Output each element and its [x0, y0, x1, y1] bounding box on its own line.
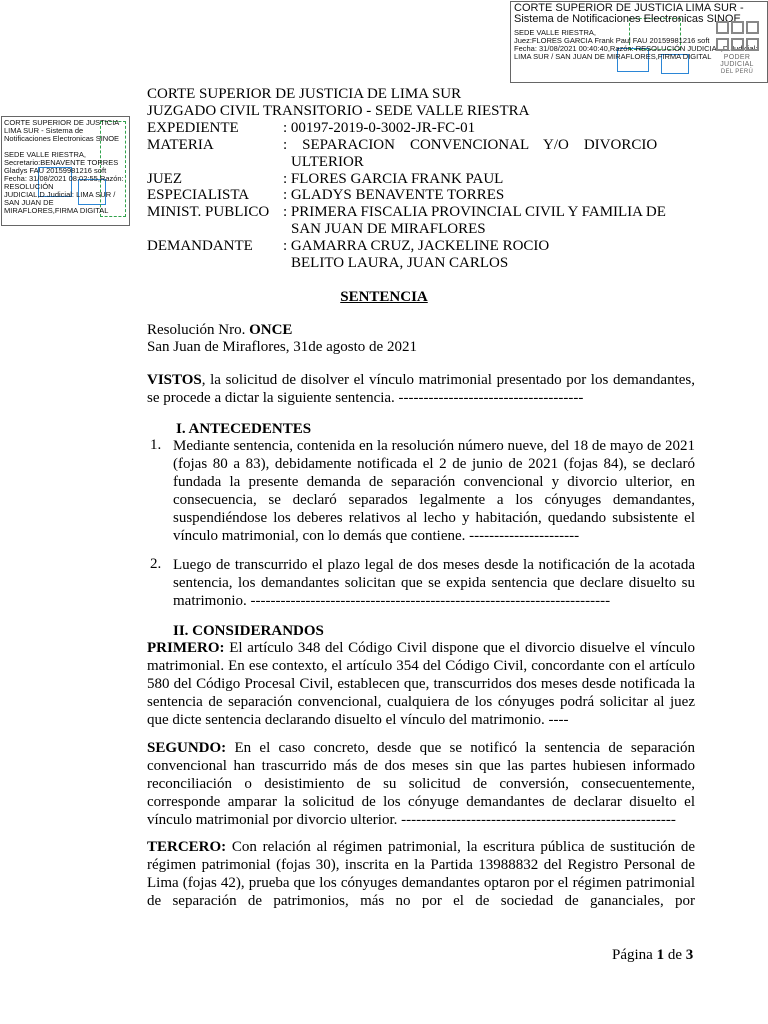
stamp-detail-line: LIMA SUR / SAN JUAN DE MIRAFLORES,FIRMA DIGITAL	[514, 52, 712, 61]
court-unit: JUZGADO CIVIL TRANSITORIO - SEDE VALLE RIESTRA	[147, 103, 530, 119]
field-value: : 00197-2019-0-3002-JR-FC-01	[283, 120, 476, 136]
resolution-place-date: San Juan de Miraflores, 31de agosto de 2021	[147, 339, 417, 355]
item-number: 1.	[150, 437, 162, 453]
stamp-title-line: Sistema de Notificaciones Electronicas SINOE	[514, 13, 741, 25]
resolution-prefix: Resolución Nro.	[147, 322, 250, 338]
page-current: 1	[656, 947, 665, 963]
considerando-text: El artículo 348 del Código Civil dispone que el divorcio disuelve el vínculo matrimonial. En ese contexto, el artículo 354 del Código Civil, concordante con el artículo 580 del Código Procesal Civil, establecen que, transcurridos dos meses desde notificada la sentencia de separación convencional, cualquiera de los cónyuges podrá solicitar al juez que dicte sentencia declarando disuelto el vínculo del matrimonio. ----	[147, 640, 695, 728]
considerando-tercero	[147, 838, 695, 910]
considerando-segundo	[147, 739, 695, 829]
vistos-text: , la solicitud de disolver el vínculo matrimonial presentado por los demandantes, se procede a dictar la siguiente sentencia. -------------------------------------	[147, 372, 695, 406]
stamp-detail-line: Juez:FLORES GARCIA Frank Paul FAU 20159981216 soft	[514, 36, 710, 45]
logo-text: DEL PERÚ	[720, 69, 754, 75]
court-name: CORTE SUPERIOR DE JUSTICIA DE LIMA SUR	[147, 86, 462, 102]
considerando-text: En el caso concreto, desde que se notificó la sentencia de separación convencional han trascurrido más de dos meses sin que las partes hubiesen informado reconciliación o desistimiento de su solicitud de conversión, consecuentemente, corresponde amparar la solicitud de los cónyuge demandantes de declarar disuelto el vínculo matrimonial por divorcio ulterior. -------------------------------------------------------	[147, 740, 695, 828]
logo-text: PODER JUDICIAL	[720, 54, 754, 68]
field-value: : GAMARRA CRUZ, JACKELINE ROCIO	[283, 238, 550, 254]
considerando-text: Con relación al régimen patrimonial, la escritura pública de sustitución de régimen patrimonial (fojas 30), inscrita en la Partida 13988832 del Registro Personal de Lima (fojas 42), prueba que los cónyuges demandantes optaron por el régimen patrimonial de separación de patrimonios, más no por el de sociedad de gananciales, por	[147, 839, 695, 909]
stamp-detail-line: SEDE VALLE RIESTRA,	[514, 28, 596, 37]
stamp-detail-line: Fecha: 31/08/2021 08:02:55,Razón:	[4, 174, 124, 183]
antecedente-item: Mediante sentencia, contenida en la resolución número nueve, del 18 de mayo de 2021 (fojas 80 a 83), debidamente notificada el 2 de junio de 2021 (fojas 84), se declaró fundada la presente demanda de separación convencional y divorcio ulterior, en consecuencia, se declaró separados legalmente a los cónyuges demandantes, suspendiéndose los deberes relativos al lecho y habitación, quedando subsistente el vínculo matrimonial, con lo demás que contiene. ----------------------	[173, 438, 695, 544]
antecedente-item: Luego de transcurrido el plazo legal de dos meses desde la notificación de la acotada sentencia, los demandantes solicitan que se expida sentencia que declare disuelto su matrimonio. ------------------------------------------------------------------------	[173, 557, 695, 609]
vistos-lead: VISTOS	[147, 372, 202, 388]
stamp-title-line: Notificaciones Electronicas SINOE	[4, 134, 120, 143]
stamp-title-line: LIMA SUR - Sistema de	[4, 126, 84, 135]
field-value: SAN JUAN DE MIRAFLORES	[291, 221, 486, 237]
vistos-paragraph	[147, 371, 695, 407]
section-antecedentes: I. ANTECEDENTES	[176, 421, 312, 437]
field-label: EXPEDIENTE	[147, 120, 239, 136]
field-label: JUEZ	[147, 171, 182, 187]
field-label: MINIST. PUBLICO	[147, 204, 270, 220]
digital-signature-stamp-secretary	[1, 116, 130, 226]
considerando-lead: SEGUNDO:	[147, 740, 227, 756]
stamp-detail-line: MIRAFLORES,FIRMA DIGITAL	[4, 206, 109, 215]
considerando-lead: TERCERO:	[147, 839, 227, 855]
resolution-number	[147, 321, 695, 339]
page-number	[612, 947, 693, 964]
stamp-detail-line: RESOLUCIÓN	[4, 182, 54, 191]
stamp-detail-line: Fecha: 31/08/2021 00:40:40,Razón: RESOLUCIÓN JUDICIAL,D.Judicial:	[514, 44, 758, 53]
field-value: BELITO LAURA, JUAN CARLOS	[291, 255, 509, 271]
stamp-title-line: CORTE SUPERIOR DE JUSTICIA	[4, 118, 120, 127]
field-value: : SEPARACION CONVENCIONAL Y/O DIVORCIO	[283, 137, 658, 153]
field-value: ULTERIOR	[291, 154, 364, 170]
resolution-value: ONCE	[249, 322, 293, 338]
field-value: : FLORES GARCIA FRANK PAUL	[283, 171, 504, 187]
stamp-detail-line: Gladys FAU 20159981216 soft	[4, 166, 107, 175]
page-total: 3	[685, 947, 694, 963]
poder-judicial-logo	[711, 20, 763, 78]
digital-signature-stamp-judge	[510, 1, 768, 83]
field-label: MATERIA	[147, 137, 214, 153]
field-label: ESPECIALISTA	[147, 187, 250, 203]
stamp-detail-line: JUDICIAL,D.Judicial: LIMA SUR /	[4, 190, 116, 199]
field-label: DEMANDANTE	[147, 238, 253, 254]
field-value: : PRIMERA FISCALIA PROVINCIAL CIVIL Y FAMILIA DE	[283, 204, 666, 220]
stamp-title-line: CORTE SUPERIOR DE JUSTICIA LIMA SUR -	[514, 2, 744, 14]
considerando-lead: PRIMERO:	[147, 640, 225, 656]
page-middle: de	[664, 947, 686, 963]
considerando-primero	[147, 639, 695, 729]
section-considerandos: II. CONSIDERANDOS	[173, 623, 324, 639]
stamp-detail-line: SAN JUAN DE	[4, 198, 54, 207]
document-title: SENTENCIA	[340, 289, 428, 305]
field-value: : GLADYS BENAVENTE TORRES	[283, 187, 505, 203]
stamp-detail-line: Secretario:BENAVENTE TORRES	[4, 158, 119, 167]
page-prefix: Página	[612, 947, 657, 963]
item-number: 2.	[150, 556, 162, 572]
stamp-detail-line: SEDE VALLE RIESTRA,	[4, 150, 86, 159]
